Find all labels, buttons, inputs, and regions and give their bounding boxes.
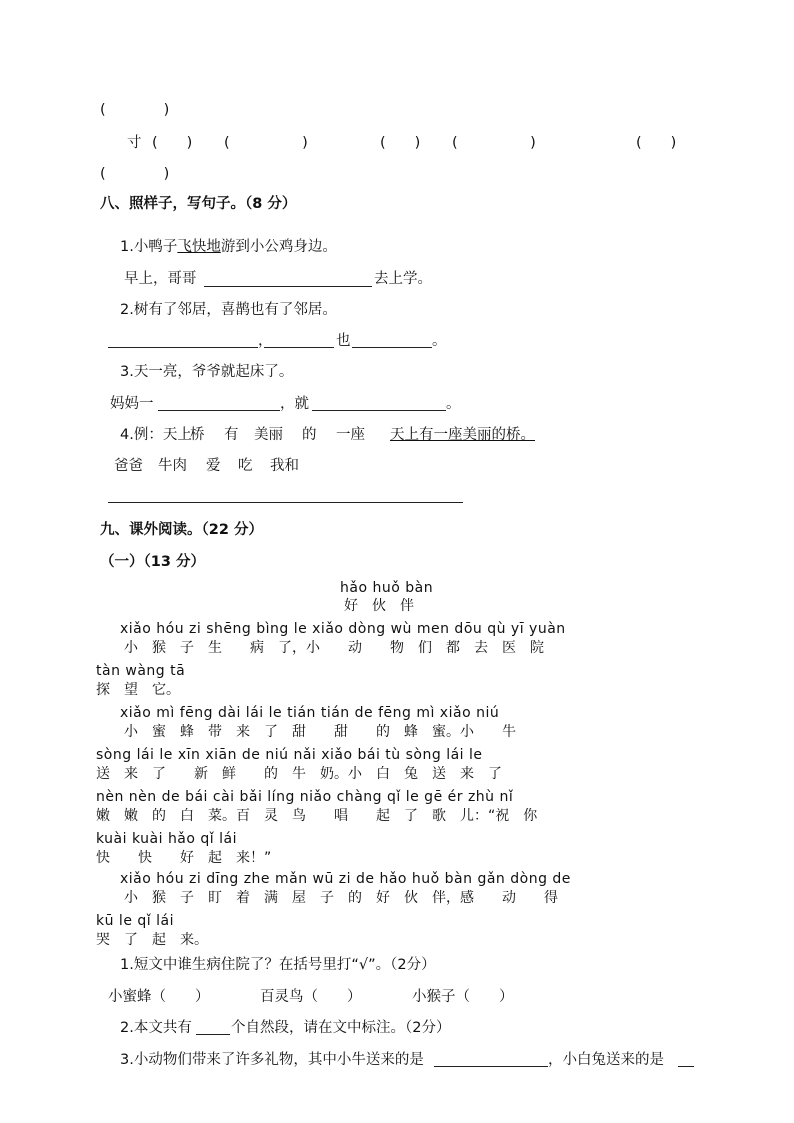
story-title: 好 伙 伴 [344, 598, 414, 614]
answer-blank[interactable] [108, 502, 463, 503]
answer-prefix: 早上，哥哥 [124, 271, 197, 287]
answer-prefix: 妈妈一 [110, 396, 154, 412]
answer-blank[interactable] [434, 1066, 548, 1067]
word-tile: 一座 [336, 427, 365, 443]
text-line: 嫩 嫩 的 白 菜。百 灵 鸟 唱 起 了 歌 儿：“祝 你 [96, 808, 538, 824]
pinyin-line: tàn wàng tā [96, 663, 186, 679]
pinyin-line: nèn nèn de bái cài bǎi líng niǎo chàng qǐ le gē ér zhù nǐ [96, 789, 514, 805]
word-tile: 美丽 [254, 427, 283, 443]
pinyin-line: xiǎo hóu zi shēng bìng le xiǎo dòng wù men dōu qù yī yuàn [120, 621, 566, 637]
period: 。 [432, 333, 447, 349]
question-2-prefix: 2.本文共有 [120, 1020, 192, 1036]
text-line: 小 猴 子 生 病 了，小 动 物 们 都 去 医 院 [124, 640, 544, 656]
blank-paren: ( ) [452, 135, 536, 151]
answer-blank[interactable] [678, 1066, 694, 1067]
text-line: 哭 了 起 来。 [96, 932, 208, 948]
pinyin-line: sòng lái le xīn xiān de niú nǎi xiǎo bái tù sòng lái le [96, 747, 483, 763]
text-line: 探 望 它。 [96, 682, 180, 698]
char-cun: 寸 [127, 135, 142, 151]
word-tile: 有 [224, 427, 239, 443]
question-3-prefix: 3.小动物们带来了许多礼物，其中小牛送来的是 [120, 1052, 424, 1068]
word-tile: 的 [302, 427, 317, 443]
blank-paren: ( ) [380, 135, 421, 151]
question-4-label: 4.例：天上 [120, 427, 192, 443]
blank-paren: ( ) [100, 166, 170, 182]
answer-blank[interactable] [312, 410, 446, 411]
subsection-title: （一）（13 分） [100, 554, 205, 570]
word-tile: 爸爸 [114, 458, 143, 474]
word-tile: 吃 [238, 458, 253, 474]
blank-paren: ( ) [152, 135, 193, 151]
pinyin-line: xiǎo hóu zi dīng zhe mǎn wū zi de hǎo huǒ bàn gǎn dòng de [120, 871, 571, 887]
answer-blank[interactable] [204, 286, 372, 287]
question-3: 3.天一亮，爷爷就起床了。 [120, 364, 294, 380]
example-answer: 天上有一座美丽的桥。 [390, 427, 535, 443]
option[interactable]: 百灵鸟（ ） [260, 989, 362, 1005]
answer-blank[interactable] [108, 347, 258, 348]
answer-blank[interactable] [264, 347, 334, 348]
answer-mid: ，就 [280, 396, 309, 412]
text-line: 送 来 了 新 鲜 的 牛 奶。小 白 兔 送 来 了 [96, 766, 502, 782]
text-line: 小 猴 子 盯 着 满 屋 子 的 好 伙 伴，感 动 得 [124, 890, 558, 906]
comma: ， [258, 333, 273, 349]
blank-paren: ( ) [636, 135, 677, 151]
option[interactable]: 小蜜蜂（ ） [108, 989, 210, 1005]
question-2-suffix: 个自然段，请在文中标注。（2分） [231, 1020, 451, 1036]
section-title: 八、照样子，写句子。（8 分） [100, 196, 297, 212]
period: 。 [446, 396, 461, 412]
question-3-suffix: ，小白兔送来的是 [548, 1052, 664, 1068]
option[interactable]: 小猴子（ ） [412, 989, 514, 1005]
answer-blank[interactable] [196, 1034, 230, 1035]
word-tile: 牛肉 [158, 458, 187, 474]
section-title: 九、课外阅读。（22 分） [100, 522, 263, 538]
answer-blank[interactable] [158, 410, 280, 411]
answer-suffix: 去上学。 [374, 271, 432, 287]
story-title-pinyin: hǎo huǒ bàn [340, 580, 434, 596]
pinyin-line: xiǎo mì fēng dài lái le tián tián de fēng mì xiǎo niú [120, 705, 500, 721]
pinyin-line: kuài kuài hǎo qǐ lái [96, 831, 237, 847]
word-ye: 也 [336, 333, 351, 349]
question-1: 1.小鸭子飞快地游到小公鸡身边。 [120, 239, 337, 255]
word-tile: 我和 [270, 458, 299, 474]
pinyin-line: kū le qǐ lái [96, 913, 174, 929]
text-line: 快 快 好 起 来！” [96, 850, 272, 866]
word-tile: 桥 [190, 427, 205, 443]
text-line: 小 蜜 蜂 带 来 了 甜 甜 的 蜂 蜜。小 牛 [124, 724, 516, 740]
question-2: 2.树有了邻居，喜鹊也有了邻居。 [120, 302, 337, 318]
blank-paren: ( ) [100, 102, 170, 118]
blank-paren: ( ) [224, 135, 308, 151]
word-tile: 爱 [206, 458, 221, 474]
question-1: 1.短文中谁生病住院了？在括号里打“√”。（2分） [120, 957, 436, 973]
answer-blank[interactable] [352, 347, 432, 348]
